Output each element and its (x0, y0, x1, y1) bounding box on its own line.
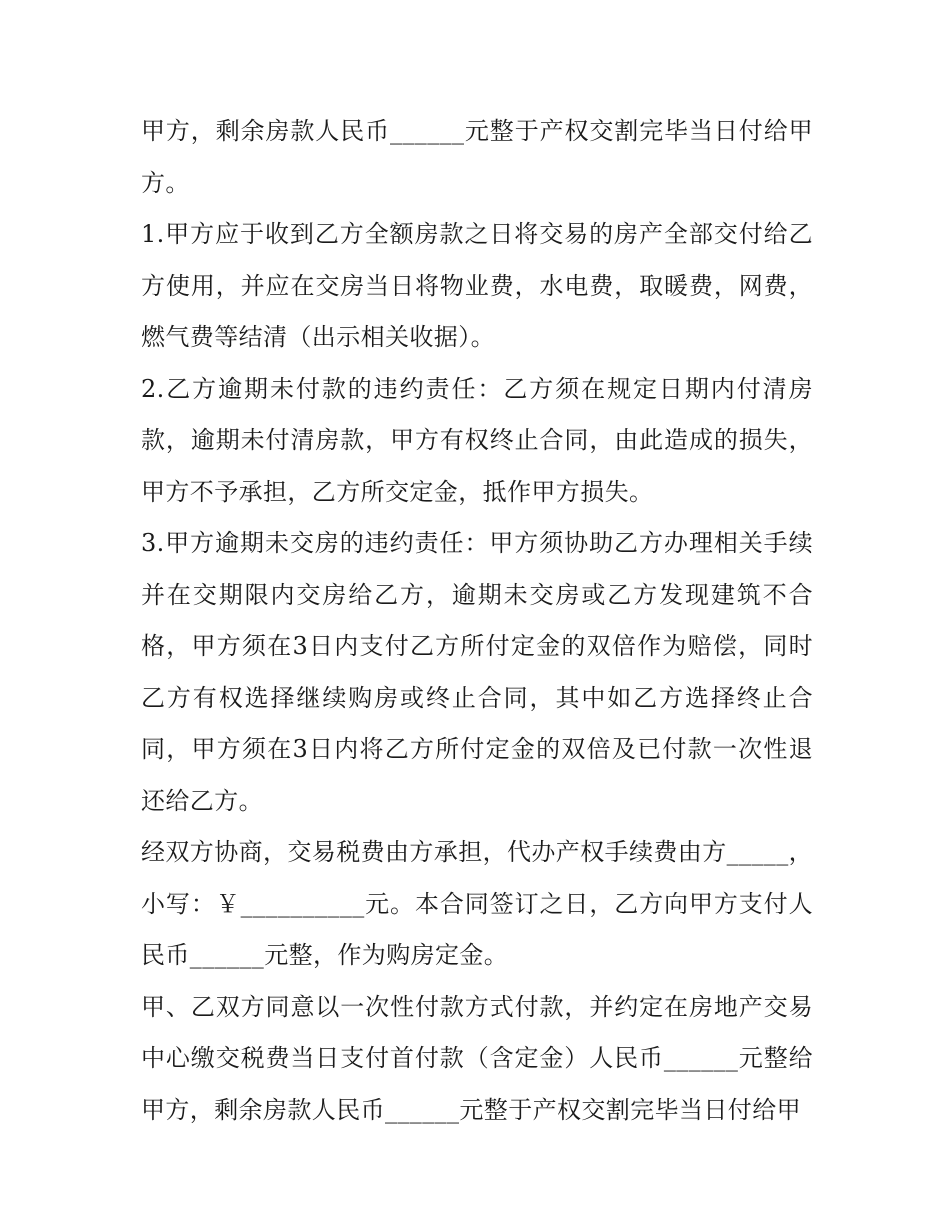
paragraph-taxes-and-deposit: 经双方协商，交易税费由方承担，代办产权手续费由方_____，小写：￥__________元。本合同签订之日，乙方向甲方支付人民币______元整，作为购房定金。 (141, 838, 813, 969)
paragraph-remaining-payment: 甲方，剩余房款人民币______元整于产权交割完毕当日付给甲方。 (141, 117, 813, 197)
paragraph-clause-2-buyer-default: 2.乙方逾期未付款的违约责任：乙方须在规定日期内付清房款，逾期未付清房款，甲方有权终止合同，由此造成的损失，甲方不予承担，乙方所交定金，抵作甲方损失。 (141, 374, 813, 506)
document-body (141, 106, 813, 1136)
paragraph-clause-1-handover: 1.甲方应于收到乙方全额房款之日将交易的房产全部交付给乙方使用，并应在交房当日将物业费，水电费，取暖费，网费，燃气费等结清（出示相关收据）。 (141, 220, 813, 351)
paragraph-clause-3-seller-default: 3.甲方逾期未交房的违约责任：甲方须协助乙方办理相关手续并在交期限内交房给乙方，逾期未交房或乙方发现建筑不合格，甲方须在3日内支付乙方所付定金的双倍作为赔偿，同时乙方有权选择继续购房或终止合同，其中如乙方选择终止合同，甲方须在3日内将乙方所付定金的双倍及已付款一次性退还给乙方。 (141, 529, 813, 815)
paragraph-payment-method: 甲、乙双方同意以一次性付款方式付款，并约定在房地产交易中心缴交税费当日支付首付款（含定金）人民币______元整给甲方，剩余房款人民币______元整于产权交割完毕当日付给甲 (141, 992, 813, 1124)
